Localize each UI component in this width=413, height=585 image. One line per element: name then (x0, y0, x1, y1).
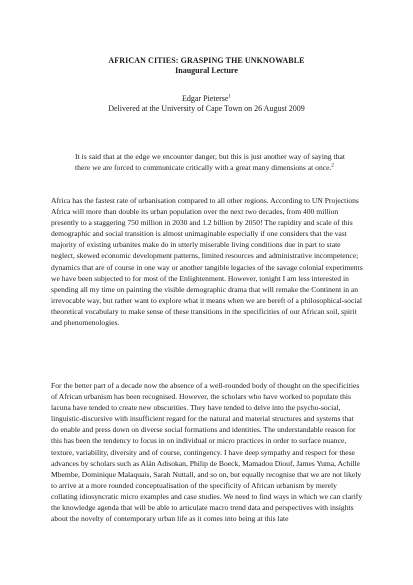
author-line (0, 94, 413, 104)
document-subtitle: Inaugural Lecture (175, 66, 238, 75)
epigraph-footnote-marker[interactable]: 2 (331, 162, 334, 168)
epigraph-text: It is said that at the edge we encounter danger, but this is just another way of saying that there we are forced to communicate critically with a great many dimensions at once. (75, 152, 345, 172)
body-paragraph: Africa has the fastest rate of urbanisation compared to all other regions. According to UN Projections Africa will more than double its urban population over the next two decades, from 400 million presently to a staggering 750 million in 2030 and 1.2 billion by 2050! The rapidity and scale of this demographic and social transition is almost unimaginable especially if one considers that the vast majority of existing urbanites make do in utterly miserable living conditions due in part to state neglect, skewed economic development patterns, limited resources and administrative incompetence; dynamics that are of course in one way or another tangible legacies of the savage colonial experiments we have been subjected to for most of the Enlightenment. However, tonight I am less interested in spending all my time on painting the visible demographic drama that will remake the Continent in an irrevocable way, but rather want to explore what it means when we are bereft of a philosophical-social theoretical vocabulary to make sense of these transitions in the specificities of our African soil, spirit and phenomenologies. (51, 196, 363, 328)
epigraph-quote (75, 152, 345, 173)
delivery-note: Delivered at the University of Cape Town on 26 August 2009 (108, 104, 305, 113)
body-paragraph: For the better part of a decade now the absence of a well-rounded body of thought on the specificities of African urbanism has been recognised. However, the scholars who have worked to populate this lacuna have tended to create new obscurities. They have tended to delve into the psycho-social, linguistic-discursive with insufficient regard for the natural and material structures and systems that do enable and press down on diverse social formations and identities. The understandable reason for this has been the tendency to focus in on individual or micro practices in order to surface nuance, texture, variability, diversity and of course, contingency. I have deep sympathy and respect for these advances by scholars such as Alán Adisokan, Philip de Boeck, Mamadou Diouf, James Yuma, Achille Mbembe, Dominique Malaquais, Sarah Nuttall, and so on, but equally recognise that we are not likely to arrive at a more rounded conceptualisation of the specificity of African urbanism by merely collating idiosyncratic micro examples and case studies. We need to find ways in which we can clarify the knowledge agenda that will be able to articulate macro trend data and perspectives with insights about the novelty of contemporary urban life as it comes into being at this late (51, 381, 363, 524)
document-title: AFRICAN CITIES: GRASPING THE UNKNOWABLE (108, 56, 305, 65)
author-name: Edgar Pieterse (182, 94, 229, 103)
author-footnote-marker[interactable]: 1 (228, 94, 231, 100)
